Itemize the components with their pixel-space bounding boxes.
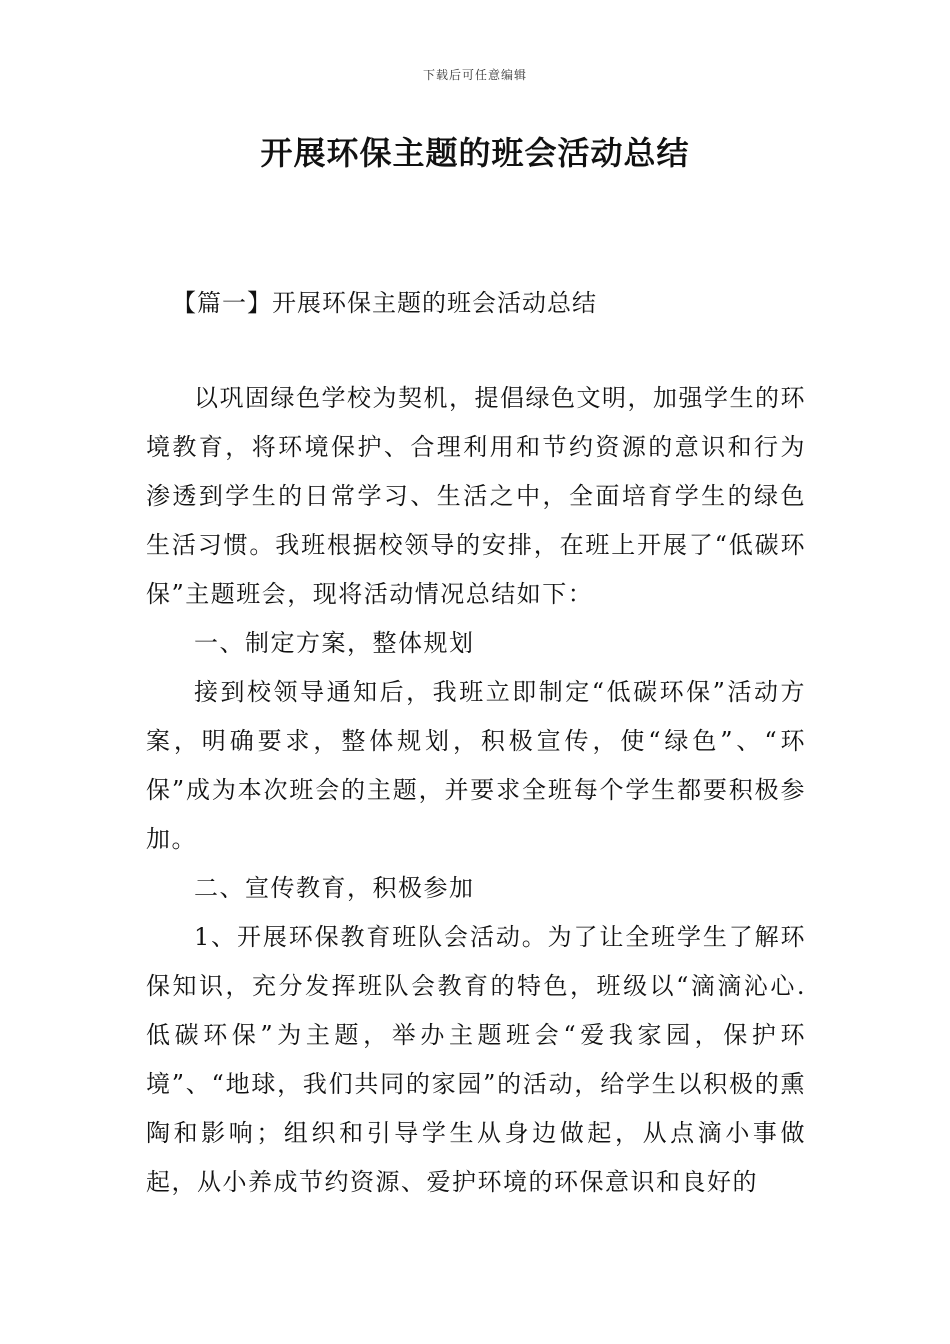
- subheading-planning: 一、制定方案，整体规划: [194, 629, 475, 657]
- paragraph-intro: 以巩固绿色学校为契机，提倡绿色文明，加强学生的环境教育，将环境保护、合理利用和节约资源的意识和行为渗透到学生的日常学习、生活之中，全面培育学生的绿色生活习惯。我班根据校领导的安排，在班上开展了“低碳环保”主题班会，现将活动情况总结如下：: [146, 384, 806, 608]
- subheading-publicity: 二、宣传教育，积极参加: [194, 874, 475, 902]
- document-body: [146, 374, 806, 1207]
- paragraph-publicity: 1、开展环保教育班队会活动。为了让全班学生了解环保知识，充分发挥班队会教育的特色，班级以“滴滴沁心.低碳环保”为主题，举办主题班会“爱我家园，保护环境”、“地球，我们共同的家园”的活动，给学生以积极的熏陶和影响；组织和引导学生从身边做起，从点滴小事做起，从小养成节约资源、爱护环境的环保意识和良好的: [146, 923, 806, 1196]
- header-note: 下载后可任意编辑: [422, 68, 527, 82]
- document-title: 开展环保主题的班会活动总结: [260, 134, 690, 172]
- paragraph-planning: 接到校领导通知后，我班立即制定“低碳环保”活动方案，明确要求，整体规划，积极宣传，使“绿色”、“环保”成为本次班会的主题，并要求全班每个学生都要积极参加。: [146, 678, 806, 853]
- section-heading: 【篇一】开展环保主题的班会活动总结: [172, 289, 597, 317]
